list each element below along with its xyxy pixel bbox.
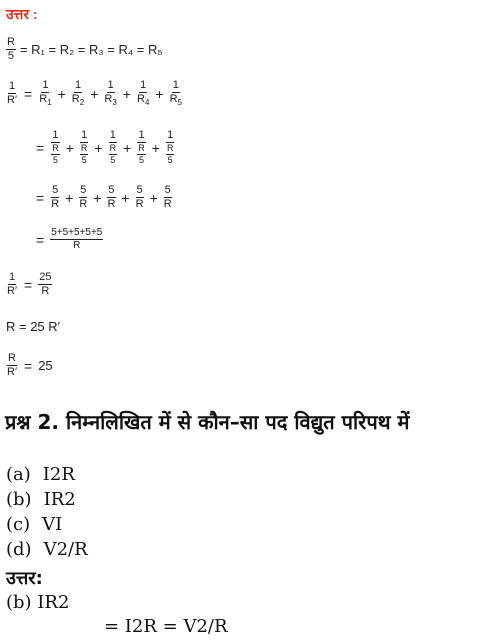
equation-8: $\frac{R}{R'}$ = 25: [7, 352, 53, 378]
fraction-r-over-5-inner: $\frac{R}{5}$: [138, 143, 145, 165]
fraction-1-over-r4: $\frac{1}{R_4}$: [136, 79, 150, 108]
plus-sign: +: [94, 139, 103, 156]
answer-heading: उत्तर :: [6, 6, 38, 22]
options-list: [6, 464, 88, 564]
option-label: (a): [6, 464, 31, 485]
question-text: प्रश्न 2. निम्नलिखित में से कौन–सा पद विद्युत परिपथ में: [5, 410, 410, 434]
plus-sign: +: [65, 139, 74, 156]
equation-2-terms: [38, 80, 183, 107]
fraction-1-over-r3: $\frac{1}{R_3}$: [104, 79, 117, 108]
fraction-r-over-5-inner: $\frac{R}{5}$: [109, 143, 117, 165]
fraction-1-over-r-prime-2: $\frac{1}{R'}$: [7, 271, 18, 297]
option-label: (d): [6, 539, 32, 560]
fraction-25-over-r: $\frac{25}{R}$: [39, 271, 52, 297]
plus-sign: +: [151, 139, 160, 156]
option-item: [6, 489, 88, 514]
fraction-1-over-r2: $\frac{1}{R_2}$: [71, 79, 85, 108]
fraction-r-over-5-inner: $\frac{R}{5}$: [166, 143, 174, 165]
fraction-5-over-r: $\frac{5}{R}$: [51, 184, 60, 210]
plus-sign: +: [90, 85, 99, 102]
option-label: (b): [6, 489, 32, 510]
equation-2: $\frac{1}{R'}$ = $\frac{1}{R_1}$ + $\frac{1}{R_2}$ + $\frac{1}{R_3}$ + $\frac{1}{R_4}$ + $\frac{1}{R_5}$: [7, 79, 182, 108]
plus-sign: +: [122, 85, 131, 102]
fraction-r-over-r-prime: $\frac{R}{R'}$: [7, 352, 18, 378]
option-label: (c): [6, 514, 31, 535]
fraction-1-over-r-prime: $\frac{1}{R'}$: [7, 80, 18, 107]
plus-sign: +: [65, 189, 74, 206]
fraction-1-over-r-by-5: $\frac{1}{\frac{R}{5}}$: [52, 129, 59, 165]
fraction-1-over-r-by-5: $\frac{1}{\frac{R}{5}}$: [109, 129, 117, 165]
option-item: [6, 539, 88, 564]
fraction-r-over-5: $\frac{R}{5}$: [7, 36, 15, 62]
option-value: I2R: [42, 464, 75, 485]
option-value: V2/R: [43, 539, 88, 560]
option-value: VI: [42, 514, 63, 535]
fraction-r-over-5-inner: $\frac{R}{5}$: [80, 143, 88, 165]
fraction-1-over-r-by-5: $\frac{1}{\frac{R}{5}}$: [138, 129, 145, 165]
fraction-5-over-r: $\frac{5}{R}$: [135, 184, 144, 210]
fraction-1-over-r1: $\frac{1}{R_1}$: [39, 79, 52, 108]
option-item: [6, 464, 88, 489]
plus-sign: +: [123, 139, 132, 156]
plus-sign: +: [57, 85, 66, 102]
fraction-sum-over-r: $\frac{5+5+5+5+5}{R}$: [51, 227, 103, 251]
equation-7: R = 25 R′: [6, 319, 61, 334]
plus-sign: +: [155, 85, 164, 102]
option-item: [6, 514, 88, 539]
fraction-1-over-r5: $\frac{1}{R_5}$: [169, 79, 182, 108]
plus-sign: +: [121, 189, 130, 206]
equation-4: = $\frac{5}{R}$ + $\frac{5}{R}$ + $\frac{5}{R}$ + $\frac{5}{R}$ + $\frac{5}{R}$: [36, 184, 172, 210]
plus-sign: +: [149, 189, 158, 206]
fraction-1-over-r-by-5: $\frac{1}{\frac{R}{5}}$: [166, 129, 174, 165]
equation-1: [6, 37, 163, 62]
equation-3: = $\frac{1}{\frac{R}{5}}$ + $\frac{1}{\frac{R}{5}}$ + $\frac{1}{\frac{R}{5}}$ + $\frac{1}{\frac{R}{5}}$ + $\frac{1}{\frac{R}{5}}$: [36, 129, 174, 165]
plus-sign: +: [93, 189, 102, 206]
fraction-5-over-r: $\frac{5}{R}$: [79, 184, 88, 210]
option-value: IR2: [43, 489, 76, 510]
fraction-5-over-r: $\frac{5}{R}$: [107, 184, 116, 210]
equation-3-terms: [50, 130, 175, 165]
equation-1-rhs: = R₁ = R₂ = R₃ = R₄ = R₅: [19, 42, 163, 57]
equation-6: $\frac{1}{R'}$ = $\frac{25}{R}$: [7, 271, 52, 297]
answer-choice: (b) IR2: [6, 592, 70, 613]
fraction-5-over-r: $\frac{5}{R}$: [163, 184, 172, 210]
equation-5: = $\frac{5+5+5+5+5}{R}$: [36, 227, 103, 251]
fraction-r-over-5-inner: $\frac{R}{5}$: [52, 143, 59, 165]
answer-label: उत्तर:: [6, 568, 43, 589]
equation-4-terms: [50, 185, 173, 210]
fraction-1-over-r-by-5: $\frac{1}{\frac{R}{5}}$: [80, 129, 88, 165]
answer-explanation: = I2R = V2/R: [104, 616, 228, 637]
